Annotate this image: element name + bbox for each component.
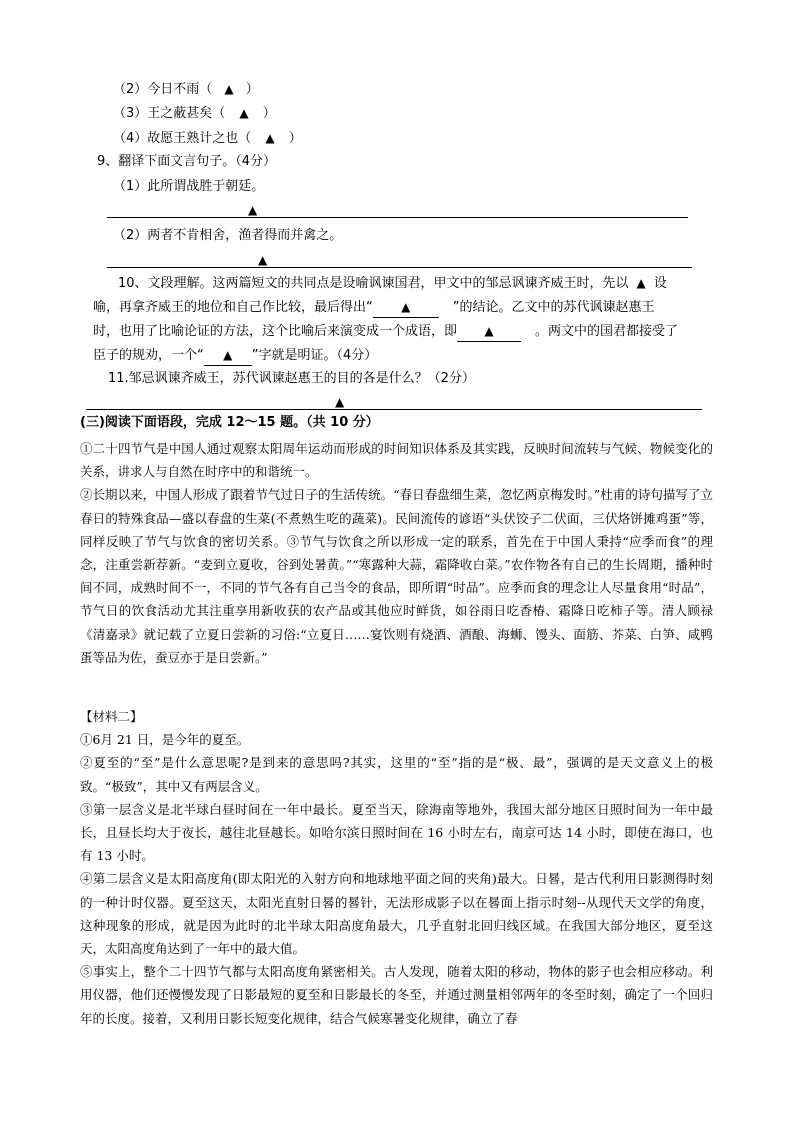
answer-marker: ▲: [248, 203, 258, 217]
q10-text: 臣子的规劝，一个“: [93, 348, 204, 363]
answer-blank: [204, 346, 252, 366]
q10-line-4: [93, 346, 377, 366]
q8-item-2: [113, 80, 259, 99]
q10-text: ”字就是明证。（4分）: [251, 348, 378, 363]
q11-title: 11.邹忌讽谏齐威王，苏代讽谏赵惠王的目的各是什么？（2分）: [108, 371, 475, 386]
answer-marker: ▲: [239, 106, 249, 120]
q8-item-2-text: （2）今日不雨（: [113, 82, 213, 97]
answer-marker: ▲: [265, 131, 275, 145]
q10-text: ”的结论。乙文中的苏代讽谏赵惠王: [452, 300, 655, 315]
q9-sentence-2: （2）两者不肯相舍，渔者得而并禽之。: [113, 228, 343, 243]
material-2-paragraph-4: ④第二层含义是太阳高度角(即太阳光的入射方向和地球地平面之间的夹角)最大。日晷，是古代利用日影测得时刻的一种计时仪器。夏至这天，太阳光直射日晷的晷针，无法形成影子以在晷面上指示时刻--从现代天文学的角度，这种现象的形成，就是因为此时的北半球太阳高度角最大，几乎直射北回归线区域。在我国大部分地区，夏至这天，太阳高度角达到了一年中的最大值。: [80, 871, 713, 957]
q10-line-2: [93, 298, 655, 318]
q10-text: 。两文中的国君都接受了: [535, 324, 679, 339]
material-2-paragraph-3: ③第一层含义是北半球白昼时间在一年中最长。夏至当天，除海南等地外，我国大部分地区日照时间为一年中最长，且昼长均大于夜长，越往北昼越长。如哈尔滨日照时间在 16 小时左右，南京可达 14 小时，即使在海口，也有 13 小时。: [80, 801, 713, 864]
answer-marker: ▲: [224, 82, 234, 96]
q10-text: 10、文段理解。这两篇短文的共同点是设喻讽谏国君，甲文中的邹忌讽谏齐威王时，先以: [118, 276, 629, 291]
q8-item-2-close: ）: [245, 82, 259, 97]
answer-line: [86, 409, 702, 410]
q9-title: 9、翻译下面文言句子。（4分）: [97, 154, 277, 169]
q10-line-1: [118, 274, 667, 293]
answer-blank: [457, 322, 521, 342]
q8-item-3: [113, 104, 276, 123]
material-2-paragraph-2: ②夏至的“至”是什么意思呢?是到来的意思吗?其实，这里的“至”指的是“极、最”，强调的是天文意义上的极致。“极致”，其中又有两层含义。: [80, 755, 713, 794]
answer-marker: ▲: [258, 253, 268, 267]
q9-sentence-1: （1）此所谓战胜于朝廷。: [113, 179, 265, 194]
q8-item-4-text: （4）故愿王熟计之也（: [113, 131, 252, 146]
material-2: [80, 705, 713, 1030]
answer-marker: ▲: [223, 348, 233, 362]
q10-line-3: [93, 322, 678, 342]
answer-blank: [373, 298, 439, 318]
material-2-label: 【材料二】: [80, 709, 143, 724]
q10-text: 时，也用了比喻论证的方法，这个比喻后来演变成一个成语，即: [93, 324, 458, 339]
section-3-title: (三)阅读下面语段，完成 12～15 题。（共 10 分）: [80, 415, 379, 430]
q10-text: 喻，再拿齐威王的地位和自己作比较，最后得出“: [93, 300, 373, 315]
material-2-paragraph-5: ⑤事实上，整个二十四节气都与太阳高度角紧密相关。古人发现，随着太阳的移动，物体的影子也会相应移动。利用仪器，他们还慢慢发现了日影最短的夏至和日影最长的冬至，并通过测量相邻两年的冬至时刻，确定了一个回归年的长度。接着，又利用日影长短变化规律，结合气候寒暑变化规律，确立了春: [80, 964, 713, 1026]
q10-text: 设: [653, 276, 667, 291]
answer-marker: ▲: [484, 324, 494, 338]
material-1: [80, 437, 713, 669]
answer-marker: ▲: [401, 300, 411, 314]
answer-line: [107, 267, 692, 268]
material-1-paragraph-2: ②长期以来，中国人形成了跟着节气过日子的生活传统。“春日春盘细生菜，忽忆两京梅发时。”杜甫的诗句描写了立春日的特殊食品—盛以春盘的生菜(不煮熟生吃的蔬菜)。民间流传的谚语“头伏饺子二伏面，三伏烙饼摊鸡蛋”等，同样反映了节气与饮食的密切关系。③节气与饮食之所以形成一定的联系，首先在于中国人秉持“应季而食”的理念，注重尝新荐新。“麦到立夏收，谷到处暑黄。”“寒露种大蒜，霜降收白菜。”农作物各有自己的生长周期，播种时间不同，成熟时间不一，不同的节气各有自己当令的食品，即所谓“时品”。应季而食的理念让人尽量食用“时品”，节气日的饮食活动尤其注重享用新收获的农产品或其他应时鲜货，如谷雨日吃香椿、霜降日吃柿子等。清人顾禄《清嘉录》就记载了立夏日尝新的习俗:“立夏日……宴饮则有烧酒、酒酿、海蛳、馒头、面筋、芥菜、白笋、咸鸭蛋等品为佐，蚕豆亦于是日尝新。”: [80, 487, 713, 665]
q8-item-4: [113, 129, 302, 148]
material-2-paragraph-1: ①6月 21 日，是今年的夏至。: [80, 732, 250, 748]
q8-item-3-text: （3）王之蔽甚矣（: [113, 106, 226, 121]
q8-item-4-close: ）: [288, 131, 302, 146]
material-1-paragraph-1: ①二十四节气是中国人通过观察太阳周年运动而形成的时间知识体系及其实践，反映时间流转与气候、物候变化的关系，讲求人与自然在时序中的和谐统一。: [80, 441, 713, 480]
answer-marker: ▲: [636, 276, 646, 290]
answer-marker: ▲: [335, 395, 345, 409]
answer-line: [107, 217, 688, 218]
q8-item-3-close: ）: [262, 106, 276, 121]
